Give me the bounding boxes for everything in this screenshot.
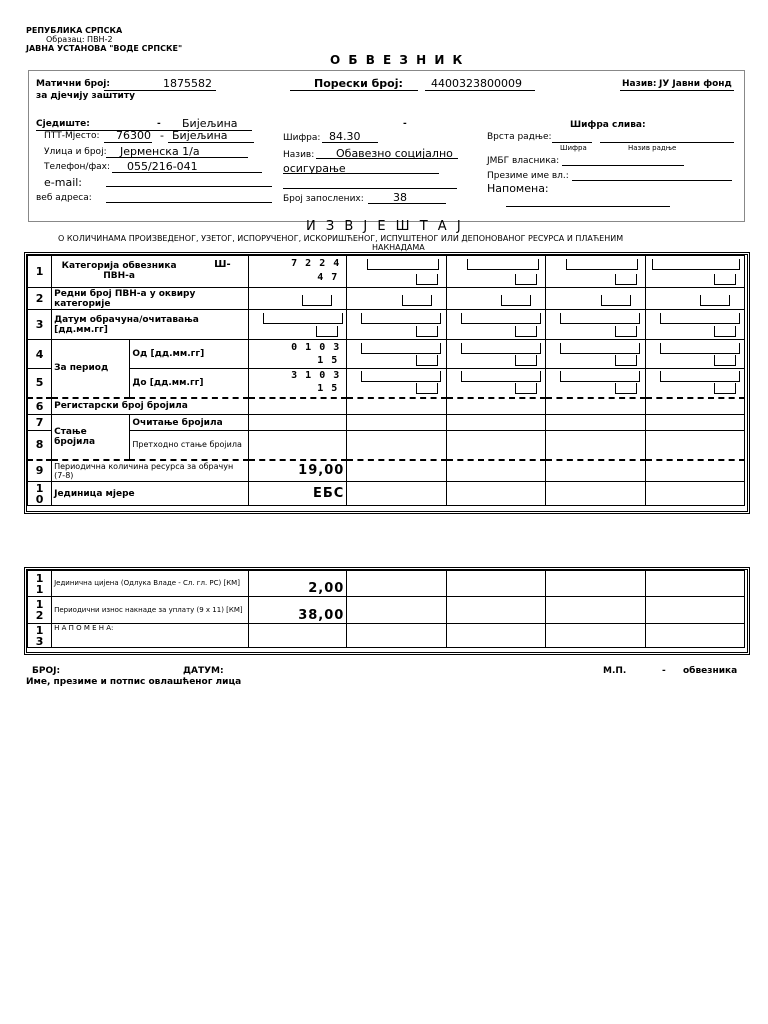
- row-10-number: 1 0: [28, 482, 52, 506]
- web-label: веб адреса:: [36, 193, 92, 203]
- row-12-col-3[interactable]: [446, 597, 545, 624]
- maticni-value: 1875582: [163, 77, 212, 90]
- footer-broj: БРОЈ:: [32, 666, 61, 676]
- row-6-col-4[interactable]: [546, 398, 645, 415]
- row-1-label: [52, 256, 249, 288]
- row-6-col-5[interactable]: [645, 398, 744, 415]
- row-2-col-2[interactable]: [347, 288, 446, 310]
- ulica-label: Улица и број:: [44, 147, 107, 157]
- row-8-col-5[interactable]: [645, 431, 744, 460]
- row-11-col-5[interactable]: [645, 571, 744, 597]
- zaposlenih-label: Број запослених:: [283, 194, 364, 204]
- ptt-city: Бијељина: [172, 129, 228, 142]
- row-12-col-4[interactable]: [546, 597, 645, 624]
- sjediste-dash: -: [157, 119, 161, 129]
- naziv-radnje-small: Назив радње: [628, 144, 677, 152]
- poreski-value: 4400323800009: [431, 77, 522, 90]
- prezime-label: Презиме име вл.:: [487, 171, 569, 181]
- row-13-number: 1 3: [28, 624, 52, 648]
- row-8-col-3[interactable]: [446, 431, 545, 460]
- sifra-value: 84.30: [329, 130, 361, 143]
- sifra-small: Шифра: [560, 144, 587, 152]
- row-7-col-4[interactable]: [546, 415, 645, 431]
- row-5-number: 5: [28, 369, 52, 398]
- row-3-label: Датум обрачуна/очитавања [дд.мм.гг]: [52, 310, 249, 340]
- category-digits-a: 7 2 2 4: [291, 257, 341, 269]
- row-5-label: До [дд.мм.гг]: [130, 369, 248, 398]
- row-9-col-4[interactable]: [546, 460, 645, 482]
- row-4-col-3[interactable]: [446, 340, 545, 369]
- row-13-col-2[interactable]: [347, 624, 446, 648]
- row-1-col-2[interactable]: [347, 256, 446, 288]
- periodic-amount: 38,00: [298, 608, 345, 623]
- row-2-col-5[interactable]: [645, 288, 744, 310]
- row-9-label: Периодична количина ресурса за обрачун (7-8): [52, 460, 249, 482]
- row-13-col-5[interactable]: [645, 624, 744, 648]
- row-1-col-4[interactable]: [546, 256, 645, 288]
- row-6-number: 6: [28, 398, 52, 415]
- row-11-label: Јединична цијена (Одлука Владе - Сл. гл. РС) [КМ]: [52, 571, 249, 597]
- row-3-col-4[interactable]: [546, 310, 645, 340]
- naziv2-label: Назив:: [283, 150, 315, 160]
- report-subtitle2: НАКНАДАМА: [372, 243, 425, 252]
- row-9-col-2[interactable]: [347, 460, 446, 482]
- naziv2-value2: осигурање: [283, 162, 346, 175]
- row-7-col-1[interactable]: [248, 415, 346, 431]
- napomena-label: Напомена:: [487, 182, 549, 195]
- row-5-col-4[interactable]: [546, 369, 645, 398]
- footer-mp: М.П.: [603, 666, 627, 676]
- row-4-col-2[interactable]: [347, 340, 446, 369]
- row-4-number: 4: [28, 340, 52, 369]
- row-3-col-2[interactable]: [347, 310, 446, 340]
- poreski-label: Порески број:: [314, 77, 403, 90]
- row-10-col-2[interactable]: [347, 482, 446, 506]
- row-2-label: Редни број ПВН-а у оквиру категорије: [52, 288, 249, 310]
- footer-obveznika: обвезника: [683, 666, 738, 676]
- row-13-col-4[interactable]: [546, 624, 645, 648]
- row-7-label: Очитање бројила: [130, 415, 248, 431]
- row-9-col-3[interactable]: [446, 460, 545, 482]
- category-digits-b: 4 7: [317, 271, 339, 283]
- ptt-dash: -: [160, 129, 164, 142]
- footer-dash: -: [662, 666, 666, 676]
- telefon-value: 055/216-041: [127, 160, 198, 173]
- row-10-col-1[interactable]: [248, 482, 346, 506]
- naziv-cont: за дјечију заштиту: [36, 91, 135, 101]
- telefon-label: Телефон/фах:: [44, 162, 111, 172]
- do-digits-b: 1 5: [317, 383, 339, 395]
- row-12-col-2[interactable]: [347, 597, 446, 624]
- row-5-col-2[interactable]: [347, 369, 446, 398]
- row-10-col-5[interactable]: [645, 482, 744, 506]
- report-title: И З В Ј Е Ш Т А Ј: [306, 219, 464, 234]
- republic-title: РЕПУБЛИКА СРПСКА: [26, 26, 123, 35]
- row-12-number: 1 2: [28, 597, 52, 624]
- row-3-number: 3: [28, 310, 52, 340]
- form-code: Образац: ПВН-2: [46, 35, 113, 44]
- row-1-col-1[interactable]: [248, 256, 346, 288]
- row-13-col-1[interactable]: [248, 624, 346, 648]
- row-11-col-2[interactable]: [347, 571, 446, 597]
- naziv-label: Назив:: [622, 79, 657, 89]
- row-2-col-1[interactable]: [248, 288, 346, 310]
- row-2-col-3[interactable]: [446, 288, 545, 310]
- row-6-col-1[interactable]: [248, 398, 346, 415]
- ptt-value: 76300: [116, 129, 151, 142]
- naziv-value: ЈУ Јавни фонд: [659, 79, 732, 89]
- ulica-value: Јерменска 1/а: [120, 145, 200, 158]
- row-10-label: Јединица мјере: [52, 482, 249, 506]
- email-label: e-mail:: [44, 176, 83, 189]
- row-5-col-5[interactable]: [645, 369, 744, 398]
- row-6-label: Регистарски број бројила: [52, 398, 249, 415]
- row-3-col-1[interactable]: [248, 310, 346, 340]
- row-7-col-5[interactable]: [645, 415, 744, 431]
- sjediste-label: Сједиште:: [36, 119, 90, 129]
- row-12-col-5[interactable]: [645, 597, 744, 624]
- row-1-col-5[interactable]: [645, 256, 744, 288]
- row-2-number: 2: [28, 288, 52, 310]
- row-9-number: 9: [28, 460, 52, 482]
- row-11-col-1[interactable]: [248, 571, 346, 597]
- sjediste-dash2: -: [403, 119, 407, 129]
- report-subtitle: О КОЛИЧИНАМА ПРОИЗВЕДЕНОГ, УЗЕТОГ, ИСПОРУЧЕНОГ, ИСКОРИШЋЕНОГ, ИСПУШТЕНОГ ИЛИ ДЕПОНОВАНОГ РЕСУРСА И ПЛАЋЕНИМ: [58, 234, 624, 243]
- row-12-label: Периодични износ накнаде за уплату (9 x 11) [КМ]: [52, 597, 249, 624]
- category-label: Категорија обвезника ПВН-а: [61, 260, 177, 281]
- row-7-col-3[interactable]: [446, 415, 545, 431]
- row-3-col-5[interactable]: [645, 310, 744, 340]
- vrsta-label: Врста радње:: [487, 132, 552, 142]
- row-11-number: 1 1: [28, 571, 52, 597]
- row-5-col-3[interactable]: [446, 369, 545, 398]
- ptt-label: ПТТ-Мјесто:: [44, 131, 100, 141]
- obveznik-title: О Б В Е З Н И К: [330, 53, 465, 67]
- row-7-col-2[interactable]: [347, 415, 446, 431]
- resource-quantity: 19,00: [298, 463, 345, 479]
- sifra-sliva-label: Шифра слива:: [570, 120, 646, 130]
- row-2-col-4[interactable]: [546, 288, 645, 310]
- row-4-label: Од [дд.мм.гг]: [130, 340, 248, 369]
- od-digits-b: 1 5: [317, 354, 339, 366]
- row-7-number: 7: [28, 415, 52, 431]
- row-1-number: 1: [28, 256, 52, 288]
- unit-price: 2,00: [308, 581, 345, 596]
- row-8-label: Претходно стање бројила: [130, 431, 248, 460]
- do-digits-a: 3 1 0 3: [291, 370, 341, 382]
- row-8-col-4[interactable]: [546, 431, 645, 460]
- row-13-col-3[interactable]: [446, 624, 545, 648]
- lower-table: [27, 570, 745, 648]
- row-8-col-2[interactable]: [347, 431, 446, 460]
- row-4-col-1[interactable]: [248, 340, 346, 369]
- row-8-col-1[interactable]: [248, 431, 346, 460]
- institution-title: ЈАВНА УСТАНОВА "ВОДЕ СРПСКЕ": [26, 44, 183, 53]
- row-3-col-3[interactable]: [446, 310, 545, 340]
- row-4-col-5[interactable]: [645, 340, 744, 369]
- row-12-col-1[interactable]: [248, 597, 346, 624]
- sjediste-value: Бијељина: [182, 117, 238, 130]
- row-11-col-4[interactable]: [546, 571, 645, 597]
- row-6-col-2[interactable]: [347, 398, 446, 415]
- row-5-col-1[interactable]: [248, 369, 346, 398]
- zaposlenih-value: 38: [393, 191, 407, 204]
- od-digits-a: 0 1 0 3: [291, 341, 341, 353]
- category-prefix: Ш-: [214, 258, 231, 270]
- row-4-col-4[interactable]: [546, 340, 645, 369]
- row-10-col-3[interactable]: [446, 482, 545, 506]
- row-6-col-3[interactable]: [446, 398, 545, 415]
- main-table: [27, 255, 745, 506]
- row-10-col-4[interactable]: [546, 482, 645, 506]
- row-9-col-1[interactable]: [248, 460, 346, 482]
- row-13-label: Н А П О М Е Н А:: [52, 624, 249, 648]
- row-1-col-3[interactable]: [446, 256, 545, 288]
- sifra-label: Шифра:: [283, 133, 321, 143]
- row-11-col-3[interactable]: [446, 571, 545, 597]
- naziv2-value: Обавезно социјално: [336, 147, 453, 160]
- row-8-number: 8: [28, 431, 52, 460]
- period-label: За период: [52, 340, 130, 398]
- row-9-col-5[interactable]: [645, 460, 744, 482]
- footer-datum: ДАТУМ:: [183, 666, 224, 676]
- maticni-label: Матични број:: [36, 79, 110, 89]
- footer-signature: Име, презиме и потпис овлашћеног лица: [26, 677, 242, 687]
- stanje-label: Стање бројила: [52, 415, 130, 460]
- unit-of-measure: ЕБС: [312, 486, 345, 501]
- jmbg-label: ЈМБГ власника:: [487, 156, 560, 166]
